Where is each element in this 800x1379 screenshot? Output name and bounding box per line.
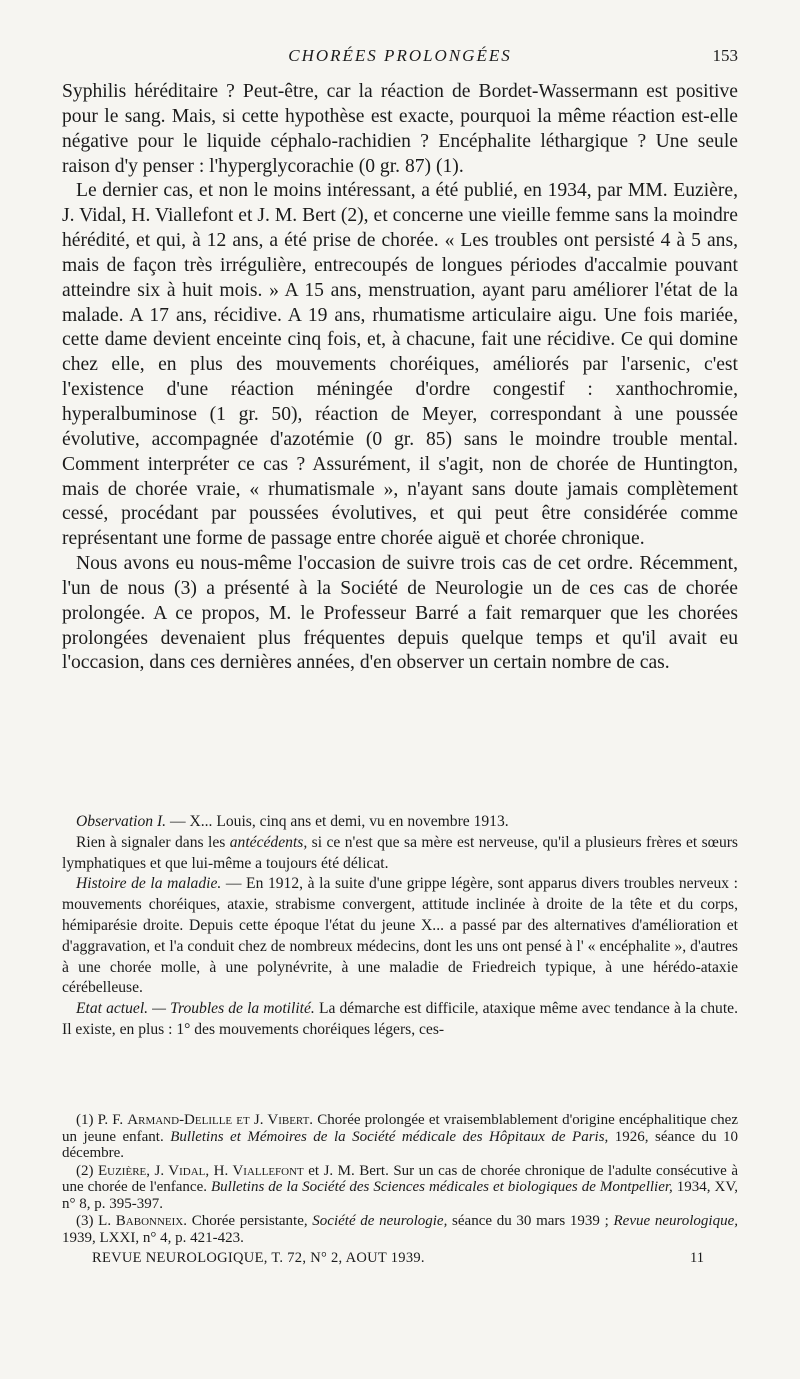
footnote-2-journal: Bulletins de la Société des Sciences médicales et biologiques de Montpellier, (210, 1179, 673, 1195)
observation-section (62, 812, 738, 1041)
footnote-1-details: 1926, séance du 10 décembre. (62, 1128, 739, 1161)
footnote-1-authors: Armand-Delille et J. Vibert. (127, 1112, 314, 1128)
observation-heading (62, 812, 738, 833)
paragraph-3: Nous avons eu nous-même l'occasion de suivre trois cas de cet ordre. Récemment, l'un de nous (3) a présenté à la Société de Neurologie un de ces cas de chorée prolongée. A ce propos, M. le Professeur Barré a fait remarquer que les chorées prolongées devenaient plus fréquentes depuis quelque temps et qu'il avait eu l'occasion, dans ces dernières années, d'en observer un certain nombre de cas. (62, 553, 738, 674)
footnote-1-number: (1) P. F. (76, 1112, 128, 1128)
history-paragraph (62, 874, 738, 999)
running-title: CHORÉES PROLONGÉES (288, 46, 512, 65)
observation-intro: — X... Louis, cinq ans et demi, vu en novembre 1913. (166, 813, 509, 830)
current-state-label: Etat actuel. — Troubles de la motilité. (76, 1000, 315, 1018)
current-state-paragraph (62, 999, 738, 1041)
footnote-3-journal-2: Revue neurologique, (613, 1213, 739, 1229)
footnote-3-journal: Société de neurologie, (312, 1213, 448, 1229)
page-footer (62, 1250, 738, 1272)
paragraph-1: Syphilis héréditaire ? Peut-être, car la réaction de Bordet-Wassermann est positive pour le sang. Mais, si cette hypothèse est exacte, pourquoi la même réaction est-elle négative pour le liquide céphalo-rachidien ? Encéphalite léthargique ? Une seule raison d'y penser : l'hyperglycorachie (0 gr. 87) (1). (62, 81, 738, 177)
footnote-2-title: et J. M. Bert. Sur un cas de chorée chronique de l'adulte consécutive à une chorée de l'enfance. (62, 1162, 738, 1195)
footnote-3-number: (3) L. (76, 1213, 116, 1229)
journal-info: REVUE NEUROLOGIQUE, T. 72, N° 2, AOUT 1939. (92, 1250, 425, 1266)
history-text: — En 1912, à la suite d'une grippe légère, sont apparus divers troubles nerveux : mouvements choréiques, ataxie, strabisme convergent, attitude inclinée à droite de la tête et du corps, hémiparésie droite. Depuis cette époque l'état du jeune X... a passé par des alternatives d'amélioration et d'aggravation, et l'a conduit chez de nombreux médecins, dont les uns ont pensé à l' « encéphalite », d'autres à une chorée molle, à une polynévrite, à une maladie de Friedreich typique, à une hérédo-ataxie cérébelleuse. (62, 875, 738, 997)
footnote-2 (62, 1163, 738, 1213)
page-header (0, 44, 800, 70)
current-state-text: La démarche est difficile, ataxique même avec tendance à la chute. Il existe, en plus : 1° des mouvements choréiques légers, ces- (62, 1000, 738, 1038)
footnote-1-journal: Bulletins et Mémoires de la Société médicale des Hôpitaux de Paris, (170, 1128, 609, 1145)
footnote-3-authors: Babonneix. (115, 1213, 187, 1229)
main-text (62, 80, 738, 676)
antecedents-paragraph (62, 833, 738, 875)
page-number: 153 (712, 46, 738, 65)
observation-label: Observation I. (76, 813, 167, 830)
paragraph-2: Le dernier cas, et non le moins intéressant, a été publié, en 1934, par MM. Euzière, J. Vidal, H. Viallefont et J. M. Bert (2), et concerne une vieille femme sans la moindre hérédité, et qui, à 12 ans, a été prise de chorée. « Les troubles ont persisté 4 à 5 ans, mais de façon très irrégulière, entrecoupés de longues périodes d'accalmie pouvant atteindre six à huit mois. » A 15 ans, menstruation, ayant paru améliorer l'état de la malade. A 17 ans, récidive. A 19 ans, rhumatisme articulaire aigu. Une fois mariée, cette dame devient enceinte cinq fois, et, à chacune, fait une récidive. Ce qui domine chez elle, en plus des mouvements choréiques, améliorés par l'arsenic, c'est l'existence d'une réaction méningée d'ordre congestif : xanthochromie, hyperalbuminose (1 gr. 50), réaction de Meyer, correspondant à une poussée évolutive, accompagnée d'azotémie (0 gr. 85) sans le moindre trouble mental. Comment interpréter ce cas ? Assurément, il s'agit, non de chorée de Huntington, mais de chorée vraie, « rhumatismale », n'ayant sans doute jamais complètement cessé, procédant par poussées évolutives, et qui peut être considérée comme représentant une forme de passage entre chorée aiguë et chorée chronique. (62, 180, 738, 550)
antecedents-text: si ce n'est que sa mère est nerveuse, qu'il a plusieurs frères et sœurs lymphatiques et que lui-même a toujours été délicat. (62, 833, 738, 872)
footnote-2-details: 1934, XV, n° 8, p. 395-397. (62, 1179, 738, 1212)
footnotes (62, 1112, 738, 1247)
antecedents-lead: Rien à signaler dans les (76, 833, 230, 851)
footnote-3 (62, 1213, 738, 1246)
footnote-3-session: séance du 30 mars 1939 ; (447, 1213, 614, 1229)
footnote-1-title: Chorée prolongée et vraisemblablement d'origine encéphalitique chez un jeune enfant. (62, 1112, 738, 1145)
footnote-2-number: (2) (76, 1162, 98, 1179)
history-label: Histoire de la maladie. (76, 875, 222, 893)
footnote-2-authors: Euzière, J. Vidal, H. Viallefont (97, 1162, 304, 1179)
antecedents-label: antécédents, (229, 833, 308, 851)
sheet-number: 11 (690, 1250, 704, 1266)
footnote-3-title: Chorée persistante, (187, 1213, 313, 1229)
footnote-1 (62, 1112, 738, 1162)
footnote-3-details: 1939, LXXI, n° 4, p. 421-423. (62, 1229, 244, 1246)
